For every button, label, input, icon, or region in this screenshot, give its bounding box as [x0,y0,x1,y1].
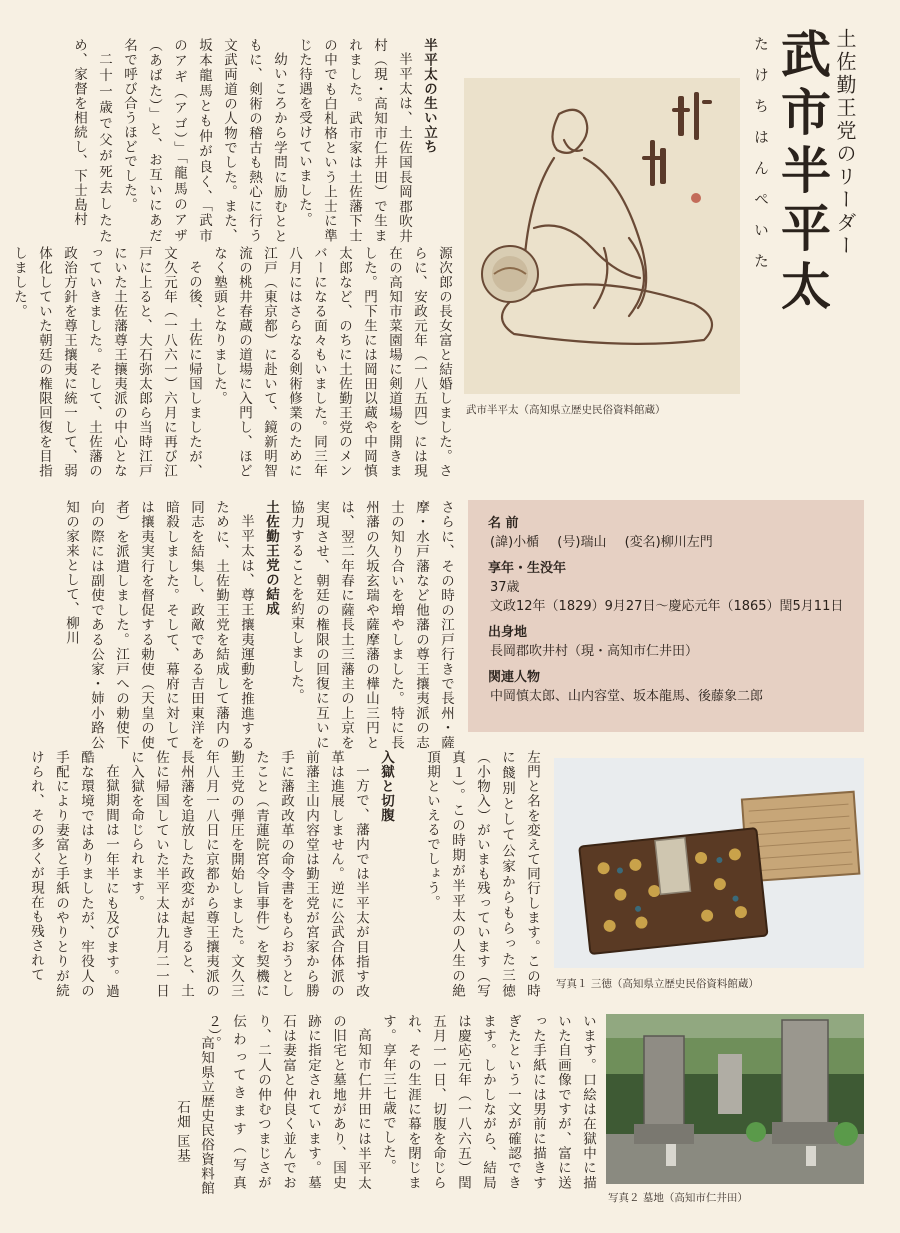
paragraph: 在獄期間は一年半にも及びます。過酷な環境ではありましたが、牢役人の手配により妻富と手紙のやりとりが続けられ、その多くが現在も残されて [28,750,119,998]
section-heading-formation: 土佐勤王党の結成 [263,500,279,616]
paragraph: います。口絵は在獄中に描いた自画像ですが、富に送った手紙には男前に描きすぎたという一文が確認できます。しかしながら、結局は慶応元年（一八六五）閏五月一一日、切腹を命じられ、その生涯に幕を閉じます。享年三七歳でした。 [380,1014,596,1190]
profile-go: (号)瑞山 [557,535,607,550]
santoku-illustration [554,758,864,968]
portrait-caption: 武市半平太（高知県立歴史民俗資料館蔵） [466,404,666,416]
text-column-5 [400,750,544,998]
profile-dates: 文政12年（1829）9月27日～慶応元年（1865）閏5月11日 [490,599,844,614]
profile-hen: (変名)柳川左門 [624,535,713,550]
paragraph: 二十一歳で父が死去したため、家督を相続し、下士島村 [71,38,112,243]
text-column-2-final [11,246,456,478]
catchphrase: 土佐勤王党のリーダー [833,28,857,258]
title-ruby: たけちはんぺいた [752,36,770,284]
profile-name-label: 名 前 [488,516,519,531]
section-heading-prison: 入獄と切腹 [378,750,394,823]
paragraph: 左門と名を変えて同行します。この時に餞別として公家からもらった三徳（小物入）がいまも残っています（写真１）。この時期が半平太の人生の絶頂期といえるでしょう。 [424,750,540,998]
photo2-caption: 写真２ 墓地（高知市仁井田） [608,1192,748,1204]
grave-illustration [606,1014,864,1184]
photo-grave [606,1014,864,1184]
profile-box [468,500,864,732]
section-heading-upbringing: 半平太の生い立ち [421,38,437,154]
text-column-6 [18,750,398,998]
paragraph: その後、土佐に帰国しましたが、文久元年（一八六一）六月に再び江戸に上ると、大石弥太郎ら当時江戸にいた土佐藩尊王攘夷派の中心となっていきました。そして、土佐藩の政治方針を尊王攘夷に統一して、弱体化していた朝廷の権限回復を目指しました。 [11,246,202,478]
text-column-3-main [18,500,458,750]
profile-birthplace-label: 出身地 [488,625,528,640]
profile-age-label: 享年・生没年 [488,561,567,576]
page-title: 武市半平太 [773,28,832,318]
paragraph: 半平太は、尊王攘夷運動を推進するために、土佐勤王党を結成して藩内の同志を結集し、政敵である吉田東洋を暗殺しました。そして、幕府に対しては攘夷実行を督促する勅使（天皇の使者）を派遣しました。江戸への勅使下向の際には副使である公家・姉小路公知の家来として、柳川 [63,500,254,750]
paragraph: 幼いころから学問に励むとともに、剣術の稽古も熱心に行う文武両道の人物でした。また、坂本龍馬とも仲が良く、「武市のアギ（アゴ）」「龍馬のアザ（あばた）」と、お互いにあだ名で呼び合うほどでした。 [121,38,287,243]
paragraph: 源次郎の長女富と結婚しました。さらに、安政元年（一八五四）には現在の高知市菜園場に剣道場を開きました。門下生には岡田以蔵や中岡慎太郎など、のちに土佐勤王党のメンバーになる面々もいました。同三年八月にはさらなる剣術修業のために江戸（東京都）に赴いて、鏡新明智流の桃井春蔵の道場に入門し、ほどなく塾頭となりました。 [211,246,452,478]
paragraph: 半平太は、土佐国長岡郡吹井村（現・高知市仁井田）で生まれました。武市家は土佐藩下士の中でも白札格という上士に準じた待遇を受けていました。 [296,38,412,243]
title-block [740,28,860,318]
photo1-caption: 写真１ 三徳（高知県立歴史民俗資料館蔵） [556,978,759,990]
paragraph: 一方で、藩内では半平太が目指す改革は進展しません。逆に公武合体派の前藩主山内容堂は勤王党が宮家から勝手に藩政改革の命令書をもらおうとしたこと（青蓮院宮令旨事件）を契機に勤王党の弾圧を開始しました。文久三年八月一八日に京都から尊王攘夷派の長州藩を追放した政変が起きると、土佐に帰国していた半平太は九月二一日に入獄を命じられます。 [128,750,369,998]
profile-age: 37歳 [490,580,520,595]
author-name: 石畑 匡基 [174,1100,190,1164]
paragraph: さらに、その時の江戸行きで長州・薩摩・水戸藩など他藩の尊王攘夷派の志士の知り合いを増やしました。特に長州藩の久坂玄瑞や薩摩藩の樺山三円とは、翌二年春に薩長土三藩主の上京を実現させ、朝廷の権限の回復に互いに協力することを約束しました。 [288,500,454,750]
author-organization: 高知県立歴史民俗資料館 [198,1036,214,1196]
portrait-illustration [464,78,740,394]
profile-name-values [490,533,844,552]
text-column-1 [18,38,441,243]
photo-santoku [554,758,864,968]
profile-related-label: 関連人物 [488,670,541,685]
profile-imina: (諱)小楯 [490,535,540,550]
profile-related: 中岡慎太郎、山内容堂、坂本龍馬、後藤象二郎 [490,689,764,704]
profile-birthplace: 長岡郡吹井村（現・高知市仁井田） [490,644,699,659]
paragraph: 高知市仁井田には半平太の旧宅と墓地があり、国史跡に指定されています。墓石は妻富と仲良く並んでおり、二人の仲むつまじさが伝わってきます（写真２）。 [205,1014,371,1190]
portrait-image [464,78,740,394]
